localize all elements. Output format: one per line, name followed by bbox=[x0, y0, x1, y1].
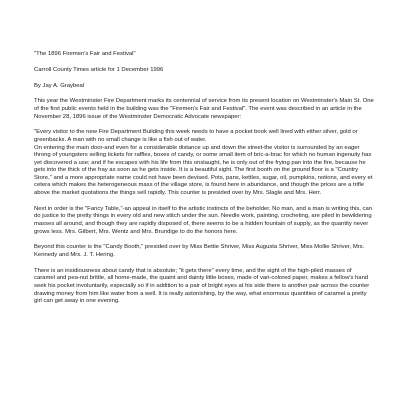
paragraph-candy-booth: Beyond this counter is the "Candy Booth," presided over by Miss Bettie Shriver, Miss Augusta Shriver, Miss Mollie Shriver, Mrs. Kennedy and Mrs. J. T. Hering. bbox=[34, 244, 365, 258]
paragraph-candy-insidiousness: There is an insidiousness about candy that is absolute; "it gets there" every time, and the sight of the high-piled masses of caramel and pea-nut brittle, all home-made, the quaint and dainty little boxes, made of vari-colored paper, makes a fellow's hand seek his pocket involuntarily, especially so if in addition to a pair of bright eyes at his side there is another pair across the counter drawing money from him like water from a well. It is really astonishing, by the way, what enormous quantities of caramel a pretty girl can get away in one evening. bbox=[34, 267, 370, 305]
article-byline: By Jay A. Graybeal bbox=[34, 82, 85, 89]
paragraph-fancy-table: Next in order is the "Fancy Table,"-an appeal in itself to the artistic instincts of the beholder. No man, and a man is writing this, can do justice to the pretty things in every old and new stitch under the sun. Needle work, painting, crocheting, are piled in bewildering masses all around, and though they are rapidly disposed of, there seems to be a hidden fountain of supply, as the quantity never grows less. Mrs. Gilbert, Mrs. Wentz and Mrs. Brundige to do the honors here. bbox=[34, 205, 373, 235]
paragraph-country-store: On entering the main door-and even for a considerable distance up and down the street-the visitor is surrounded by an eager throng of youngsters selling tickets for raffles, boxes of candy, or some small item of bric-a-brac for which no human ingenuity has yet discovered a use; and if he escapes with his life from this onslaught, he is only out of the frying pan into the fire, because he gets into the thick of the fray as soon as he gets inside. It is a beautiful sight. The first booth on the ground floor is a "Country Store," and a more appropriate name could not have been devised. Pots, pans, kettles, sugar, oil, pumpkins, notions, and every et cetera which makes the heterogeneous mass of the village store, is found here in abundance, and though the prices are a trifle above the market quotations the things sell rapidly. This counter is presided over by Mrs. Slagle and Mrs. Herr. bbox=[34, 144, 373, 197]
article-title: "The 1896 Firemen's Fair and Festival" bbox=[34, 51, 136, 57]
paragraph-intro: This year the Westminster Fire Department marks its centennial of service from its present location on Westminster's Main St. One of the first public events held in the building was the "Firemen's Fair and Festival". The event was described in an article in the November 28, 1896 issue of the Westminster Democratic Advocate newspaper: bbox=[34, 98, 374, 120]
article-body bbox=[34, 51, 374, 314]
article-source: Carroll County Times article for 1 December 1996 bbox=[34, 66, 164, 73]
paragraph-quote-open: "Every visitor to the new Fire Department Building this week needs to have a pocket book well lined with either silver, gold or greenbacks. A man with no small change is like a fish out of water. bbox=[34, 129, 358, 143]
